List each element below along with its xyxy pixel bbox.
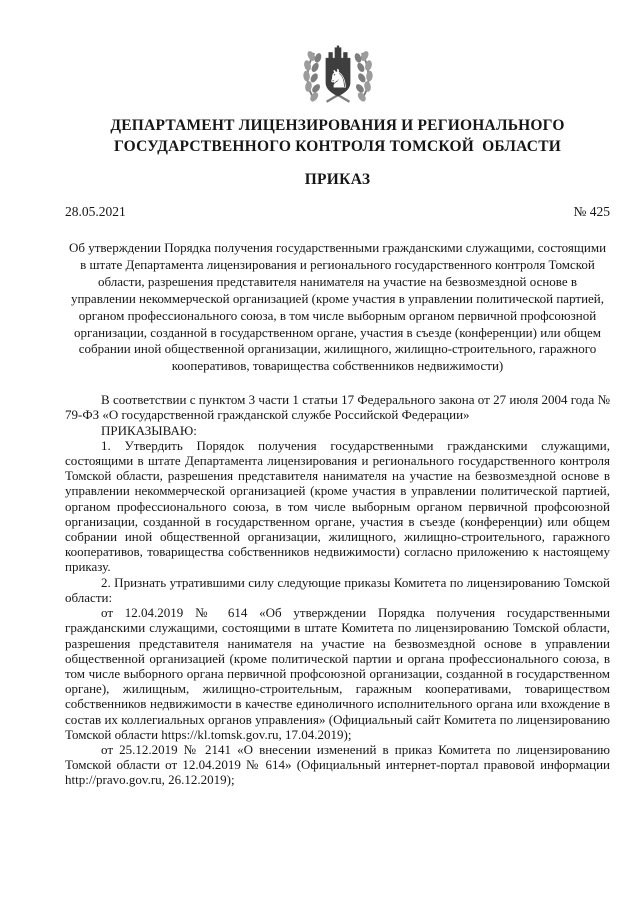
document-body [65,392,610,787]
date-number-row [65,204,610,220]
body-paragraph-order-word: ПРИКАЗЫВАЮ: [101,422,197,438]
body-paragraph-item-2: 2. Признать утратившими силу следующие приказы Комитета по лицензированию Томской области: [65,574,610,605]
organization-name [65,115,610,157]
body-paragraph-item-1: 1. Утвердить Порядок получения государственными гражданскими служащими, состоящими в штате Департамента лицензирования и регионального государственного контроля Томской области, разрешения представителя нанимателя на участие на безвозмездной основе в управлении некоммерческой организацией (кроме участия в управлении политической партией, органом профессионального союза, в том числе выборным органом первичной профсоюзной организации, созданной в государственном органе, участия в съезде (конференции) или общем собрании иной общественной организации, жилищного, жилищно-строительного, гаражного кооперативов, товарищества собственников недвижимости) согласно приложению к настоящему приказу. [65,437,610,575]
organization-name-line2: ГОСУДАРСТВЕННОГО КОНТРОЛЯ ТОМСКОЙ ОБЛАСТИ [113,138,561,155]
body-paragraph-repealed-order-614: от 12.04.2019 № 614 «Об утверждении Порядка получения государственными гражданскими служащими, состоящими в штате Комитета по лицензированию Томской области, разрешения представителя нанимателя на участие на безвозмездной основе в управлении общественной организацией (кроме политической партии и органа профессионального союза, в том числе выборного органа первичной профсоюзной организации, созданной в государственном органе), жилищным, жилищно-строительным, гаражным кооперативами, товариществом собственников недвижимости в качестве единоличного исполнительного органа или вхождение в состав их коллегиальных органов управления» (Официальный сайт Комитета по лицензированию Томской области https://kl.tomsk.gov.ru, 17.04.2019); [65,605,610,742]
horse-icon: ♞ [326,64,350,95]
document-number: № 425 [573,204,610,219]
body-paragraph-repealed-order-2141: от 25.12.2019 № 2141 «О внесении изменений в приказ Комитета по лицензированию Томской области от 12.04.2019 № 614» (Официальный интернет-портал правовой информации http://pravo.gov.ru, 26.12.2019); [65,741,610,788]
document-type-title: ПРИКАЗ [304,171,371,188]
document-date: 28.05.2021 [65,204,126,219]
coat-of-arms-icon [298,44,378,108]
body-paragraph-legal-basis: В соответствии с пунктом 3 части 1 статьи 17 Федерального закона от 27 июля 2004 года № 79-ФЗ «О государственной гражданской службе Российской Федерации» [65,392,610,423]
laurel-branch-left [302,50,322,103]
laurel-branch-right [353,50,373,103]
organization-name-line1: ДЕПАРТАМЕНТ ЛИЦЕНЗИРОВАНИЯ И РЕГИОНАЛЬНОГО [110,117,565,134]
document-subject: Об утверждении Порядка получения государственными гражданскими служащими, состоящими в штате Департамента лицензирования и регионального государственного контроля Томской области, разрешения представителя нанимателя на участие на безвозмездной основе в управлении некоммерческой организацией (кроме участия в управлении политической партией, органом профессионального союза, в том числе выборным органом первичной профсоюзной организации, созданной в государственном органе, участия в съезде (конференции) или общем собрании иной общественной организации, жилищного, жилищно-строительного, гаражного кооперативов, товарищества собственников недвижимости) [68,240,607,374]
